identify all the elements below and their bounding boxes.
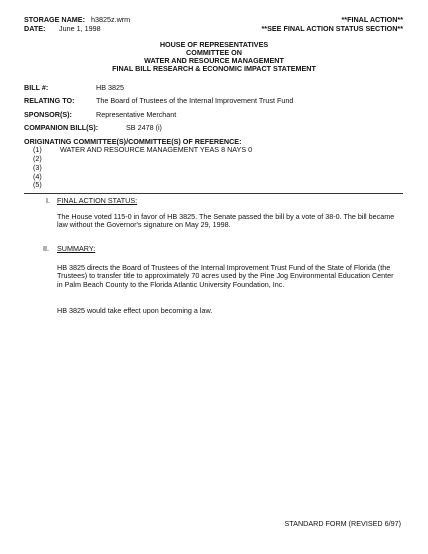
- committees-heading: ORIGINATING COMMITTEE(S)/COMMITTEE(S) OF REFERENCE:: [24, 137, 242, 146]
- final-action-label: **FINAL ACTION**: [341, 15, 403, 24]
- committee-number: (3): [33, 163, 42, 172]
- bill-number-label: BILL #:: [24, 83, 49, 92]
- storage-name-label: STORAGE NAME:: [24, 15, 85, 24]
- section-2-heading: SUMMARY:: [57, 244, 96, 253]
- committee-number: (4): [33, 172, 42, 181]
- section-divider: [24, 193, 403, 194]
- relating-to-label: RELATING TO:: [24, 96, 75, 105]
- title-line-4: FINAL BILL RESEARCH & ECONOMIC IMPACT STATEMENT: [112, 64, 316, 73]
- date-label: DATE:: [24, 24, 46, 33]
- sponsor-label: SPONSOR(S):: [24, 110, 72, 119]
- committee-number: (5): [33, 180, 42, 189]
- sponsor-value: Representative Merchant: [96, 110, 177, 119]
- section-1-number: I.: [46, 196, 50, 205]
- section-1-heading: FINAL ACTION STATUS:: [57, 196, 138, 205]
- bill-number-value: HB 3825: [96, 83, 124, 92]
- section-2-effective-date: HB 3825 would take effect upon becoming a law.: [57, 306, 213, 315]
- see-status-label: **SEE FINAL ACTION STATUS SECTION**: [261, 24, 403, 33]
- section-1-body: The House voted 115-0 in favor of HB 3825. The Senate passed the bill by a vote of 38-0. The bill became law without the Governor's signature on May 29, 1998.: [57, 212, 395, 230]
- title-line-3: WATER AND RESOURCE MANAGEMENT: [144, 56, 284, 65]
- companion-bill-label: COMPANION BILL(S):: [24, 123, 99, 132]
- section-2-number: II.: [43, 244, 49, 253]
- title-line-1: HOUSE OF REPRESENTATIVES: [159, 40, 269, 49]
- committee-number: (1): [33, 145, 42, 154]
- relating-to-value: The Board of Trustees of the Internal Improvement Trust Fund: [96, 96, 294, 105]
- date-value: June 1, 1998: [59, 24, 101, 33]
- section-2-body: HB 3825 directs the Board of Trustees of the Internal Improvement Trust Fund of the State of Florida (the Trustees) to transfer title to approximately 70 acres used by the Pine Jog Environmental Education Center in Palm Beach County to the Florida Atlantic University Foundation, Inc.: [57, 263, 394, 289]
- companion-bill-value: SB 2478 (i): [126, 123, 162, 132]
- title-line-2: COMMITTEE ON: [186, 48, 242, 57]
- committee-number: (2): [33, 154, 42, 163]
- standard-form-footer: STANDARD FORM (REVISED 6/97): [284, 519, 401, 528]
- storage-name-value: h3825z.wrm: [91, 15, 131, 24]
- committee-entry: WATER AND RESOURCE MANAGEMENT YEAS 8 NAYS 0: [60, 145, 253, 154]
